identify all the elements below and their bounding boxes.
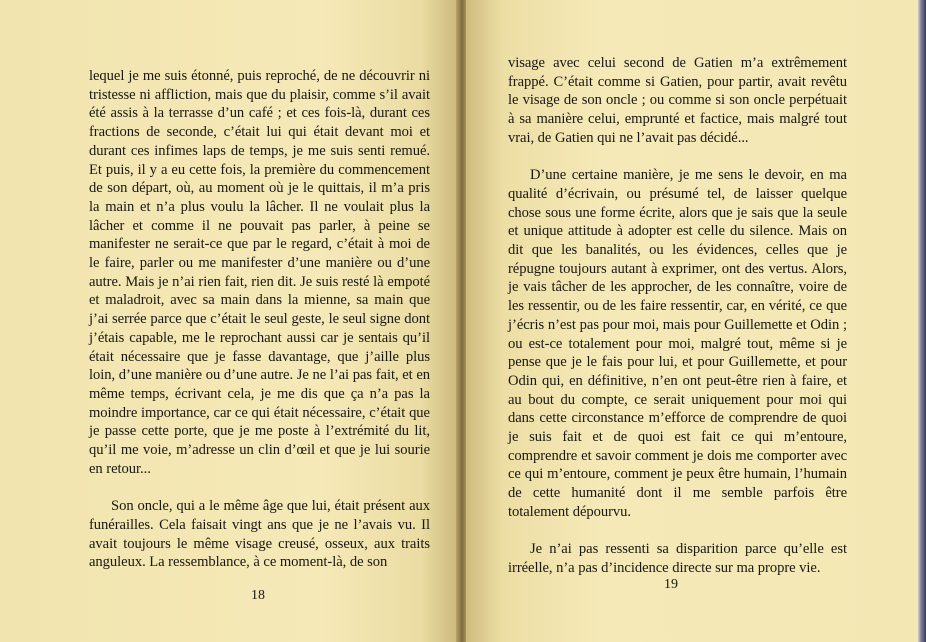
right-page: [466, 0, 918, 642]
left-page-text: [89, 67, 430, 572]
right-paragraph-1: visage avec celui second de Gatien m’a extrêmement frappé. C’était comme si Gatien, pour partir, avait revêtu le visage de son oncle ; ou comme si son oncle perpétuait à sa manière celui, emprunté et factice, mais malgré tout vrai, de Gatien qui ne l’avait pas décidé...: [508, 55, 847, 146]
left-paragraph-1: lequel je me suis étonné, puis reproché, de ne découvrir ni tristesse ni affliction, mais que du plaisir, comme s’il avait été assis à la terrasse d’un café ; et ces fois-là, durant ces fractions de seconde, c’était lui qui était devant moi et durant ces infimes laps de temps, je me suis senti remué. Et puis, il y a eu cette fois, la première du commencement de son départ, où, au moment où je le quittais, il m’a pris la main et n’a plus voulu la lâcher. Il ne voulait plus la lâcher et comme il ne pouvait pas parler, à peine se manifester ne serait-ce que par le regard, c’était à moi de le faire, parler ou me manifester d’une manière ou d’une autre. Mais je n’ai rien fait, rien dit. Je suis resté là empoté et maladroit, avec sa main dans la mienne, sa main que j’ai serrée parce que c’était le seul geste, le seul signe dont j’étais capable, me le reprochant aussi car je sentais qu’il était nécessaire que je fasse davantage, que j’aille plus loin, d’une manière ou d’une autre. Je ne l’ai pas fait, et en même temps, écrivant cela, je me dis que ça n’a pas la moindre importance, car ce qui était nécessaire, c’était que je passe cette porte, que je me poste à l’extrémité du lit, qu’il me voie, m’adresse un clin d’œil et que je lui sourie en retour...: [89, 68, 430, 477]
right-paragraph-2: D’une certaine manière, je me sens le devoir, en ma qualité d’écrivain, ou présumé tel, de laisser quelque chose sous une forme écrite, alors que je sais que la seule et unique attitude à adopter est celle du silence. Mais on dit que les banalités, ou les évidences, celles que je répugne toujours autant à exprimer, ont des vertus. Alors, je vais tâcher de les approcher, de les connaître, voire de les ressentir, ou de les faire ressentir, car, en vérité, ce que j’écris n’est pas pour moi, mais pour Guillemette et Odin ; ou est-ce totalement pour moi, malgré tout, même si je pense que je le fais pour lui, et pour Guillemette, et pour Odin qui, en définitive, n’en ont peut-être rien à faire, et au bout du compte, ce serait uniquement pour moi qui dans cette circonstance m’efforce de comprendre de quoi je suis fait et de quoi est fait ce qui m’entoure, comprendre et savoir comment je dois me comporter avec ce qui m’entoure, comment je peux être humain, l’humain de cette humanité dont il me semble parfois être totalement dépourvu.: [508, 167, 847, 520]
left-paragraph-2: Son oncle, qui a le même âge que lui, était présent aux funérailles. Cela faisait vingt ans que je ne l’avais vu. Il avait toujours le même visage creusé, osseux, aux traits anguleux. La ressemblance, à ce moment-là, de son: [89, 498, 430, 571]
left-page: [0, 0, 458, 642]
scanner-edge: [918, 0, 926, 642]
right-paragraph-3: Je n’ai pas ressenti sa disparition parce qu’elle est irréelle, n’a pas d’incidence directe sur ma propre vie.: [508, 541, 847, 576]
right-page-text: [508, 54, 847, 578]
left-page-number: 18: [251, 588, 265, 603]
right-page-number: 19: [664, 577, 678, 592]
